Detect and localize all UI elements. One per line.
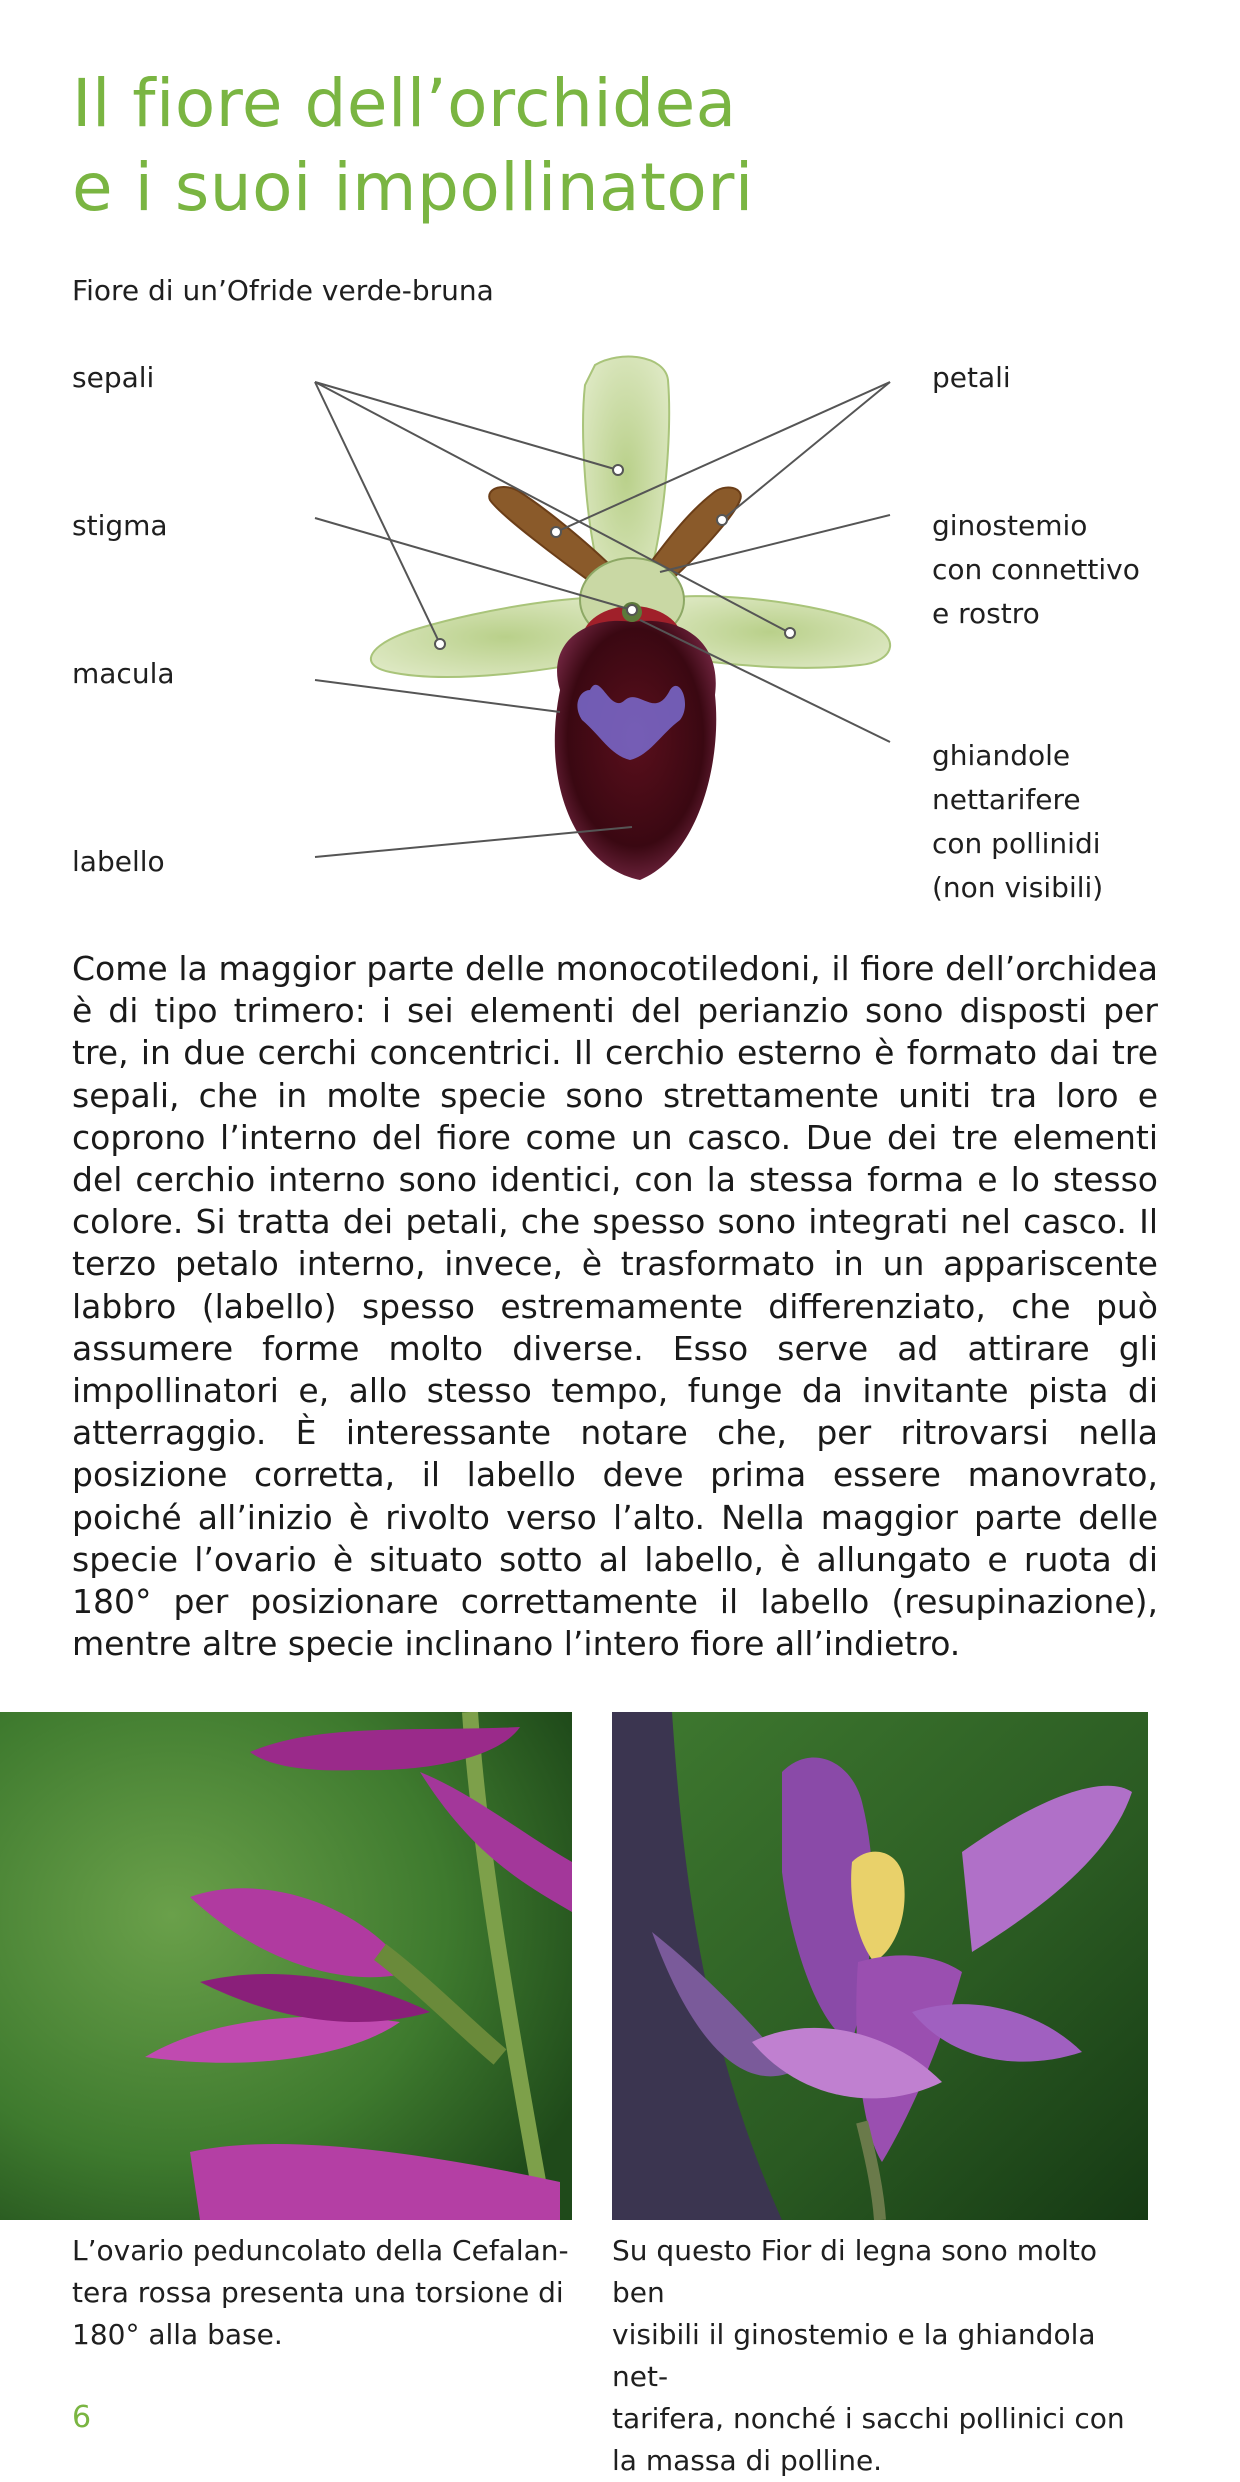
- page-number: 6: [72, 2400, 92, 2435]
- caption-right: Su questo Fior di legna sono molto ben visibili il ginostemio e la ghiandola net- tarifera, nonché i sacchi pollinici con la massa di polline.: [612, 2234, 1125, 2477]
- label-ginostemio: ginostemio con connettivo e rostro: [932, 509, 1140, 630]
- helleborine-flower-photo: [612, 1712, 1148, 2220]
- red-helleborine-photo: [0, 1712, 572, 2220]
- label-macula: macula: [72, 657, 175, 690]
- caption-left: L’ovario peduncolato della Cefalan- tera rossa presenta una torsione di 180° alla base.: [72, 2234, 569, 2351]
- label-petali: petali: [932, 361, 1011, 394]
- title-line-1: Il fiore dell’orchidea: [72, 65, 737, 142]
- page-title: [72, 62, 1172, 230]
- diagram-subtitle: Fiore di un’Ofride verde-bruna: [72, 274, 494, 307]
- orchid-flower-illustration: [371, 357, 890, 880]
- title-line-2: e i suoi impollinatori: [72, 149, 754, 226]
- label-ghiandole: ghiandole nettarifere con pollinidi (non visibili): [932, 739, 1104, 904]
- label-stigma: stigma: [72, 509, 168, 542]
- body-paragraph: Come la maggior parte delle monocotiledoni, il fiore dell’orchidea è di tipo trimero: i sei elementi del perianzio sono disposti per tre, in due cerchi concentrici. Il cerchio esterno è formato dai tre sepali, che in molte specie sono strettamente uniti tra loro e coprono l’interno del fiore come un casco. Due dei tre elementi del cerchio interno sono identici, con la stessa forma e lo stesso colore. Si tratta dei petali, che spesso sono integrati nel casco. Il terzo petalo interno, invece, è trasformato in un appariscente labbro (labello) spesso estremamente differenziato, che può assumere forme molto diverse. Esso serve ad attirare gli impollinatori e, allo stesso tempo, funge da invitante pista di atterraggio. È interessante notare che, per ritrovarsi nella posizione corretta, il labello deve prima essere manovrato, poiché all’inizio è rivolto verso l’alto. Nella maggior parte delle specie l’ovario è situato sotto al labello, è allungato e ruota di 180° per posizionare correttamente il labello (resupinazione), mentre altre specie inclinano l’intero fiore all’indietro.: [72, 949, 1158, 1664]
- label-sepali: sepali: [72, 361, 155, 394]
- label-labello: labello: [72, 845, 165, 878]
